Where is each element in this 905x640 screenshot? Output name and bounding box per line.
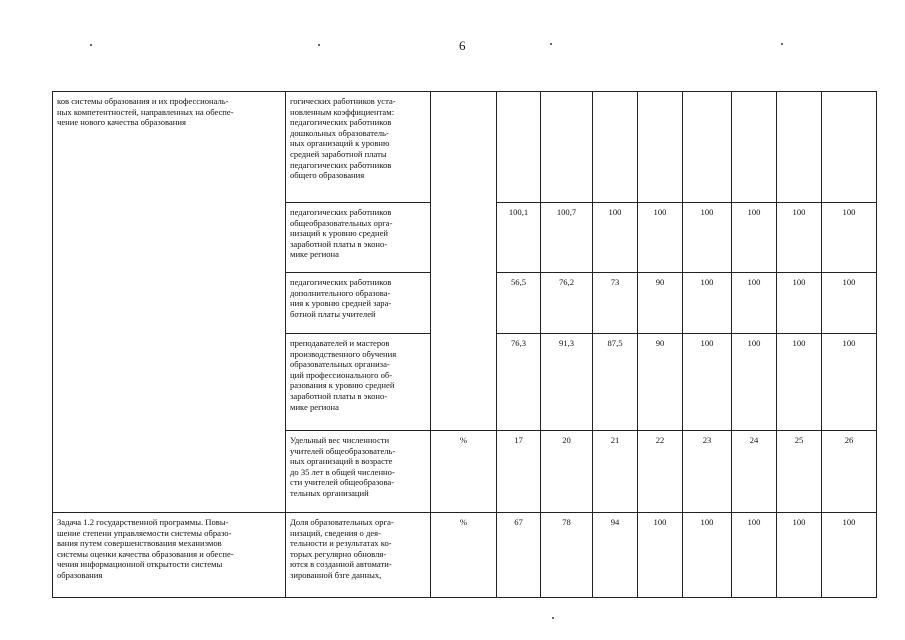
value-cell: 56,5 (497, 273, 541, 334)
indicator-cell: гогических работников уста- новленным коэффициентам: педагогических работников дошкольных образователь- ных организаций к уровню средней заработной платы педагогических работников общего образования (286, 92, 431, 203)
value-cell: 100 (777, 334, 822, 431)
value-cell: 94 (593, 513, 638, 598)
indicator-table (52, 91, 877, 598)
value-cell (777, 92, 822, 203)
value-cell: 100 (683, 334, 732, 431)
value-cell (593, 92, 638, 203)
indicator-cell: Удельный вес численности учителей общеобразователь- ных организаций в возрасте до 35 лет в общей численно- сти учителей общеобразова- тельных организаций (286, 431, 431, 513)
unit-cell: % (431, 513, 497, 598)
task-cell: Задача 1.2 государственной программы. Повы- шение степени управляемости системы образо- вания путем совершенствования механизмов системы оценки качества образования и обеспе- чения информационной открытости системы образования (53, 513, 286, 598)
value-cell: 73 (593, 273, 638, 334)
value-cell: 100 (593, 203, 638, 273)
value-cell: 91,3 (541, 334, 593, 431)
value-cell: 20 (541, 431, 593, 513)
value-cell: 90 (638, 334, 683, 431)
scan-speck (550, 43, 552, 45)
value-cell: 90 (638, 273, 683, 334)
value-cell: 100,7 (541, 203, 593, 273)
value-cell: 22 (638, 431, 683, 513)
value-cell: 23 (683, 431, 732, 513)
value-cell: 78 (541, 513, 593, 598)
value-cell: 87,5 (593, 334, 638, 431)
value-cell: 100 (822, 273, 877, 334)
value-cell (683, 92, 732, 203)
value-cell: 24 (732, 431, 777, 513)
indicator-cell: педагогических работников общеобразовательных орга- низаций к уровню средней заработной платы в эконо- мике региона (286, 203, 431, 273)
value-cell: 76,2 (541, 273, 593, 334)
value-cell: 17 (497, 431, 541, 513)
table-row (53, 513, 877, 598)
value-cell: 100 (732, 513, 777, 598)
indicator-cell: педагогических работников дополнительного образова- ния к уровню средней зара- ботной платы учителей (286, 273, 431, 334)
page-number: 6 (459, 38, 466, 53)
value-cell: 100 (777, 203, 822, 273)
value-cell: 100 (683, 203, 732, 273)
value-cell: 100 (683, 273, 732, 334)
scan-speck (90, 44, 92, 46)
value-cell: 100 (638, 513, 683, 598)
indicator-cell: Доля образовательных орга- низаций, сведения о дея- тельности и результатах ко- торых регулярно обновля- ются в созданной автомати- зированной бзге данных, (286, 513, 431, 598)
value-cell: 100 (777, 513, 822, 598)
value-cell (497, 92, 541, 203)
value-cell: 100 (732, 203, 777, 273)
scan-speck (781, 43, 783, 45)
value-cell: 100 (822, 203, 877, 273)
unit-cell (431, 92, 497, 431)
table-row (53, 92, 877, 203)
value-cell (638, 92, 683, 203)
value-cell: 21 (593, 431, 638, 513)
value-cell (541, 92, 593, 203)
value-cell: 100 (777, 273, 822, 334)
value-cell (822, 92, 877, 203)
value-cell: 26 (822, 431, 877, 513)
value-cell: 100 (683, 513, 732, 598)
value-cell: 100 (638, 203, 683, 273)
indicator-cell: преподавателей и мастеров производственного обучения образовательных организа- ций профессионального об- разования к уровню средней заработной платы в эконо- мике региона (286, 334, 431, 431)
value-cell: 100 (822, 334, 877, 431)
value-cell: 100,1 (497, 203, 541, 273)
value-cell: 100 (732, 334, 777, 431)
value-cell: 67 (497, 513, 541, 598)
scan-speck (552, 617, 554, 619)
value-cell: 25 (777, 431, 822, 513)
value-cell: 100 (732, 273, 777, 334)
task-cell: ков системы образования и их профессиональ- ных компетентностей, направленных на обеспе- чение нового качества образования (53, 92, 286, 513)
value-cell (732, 92, 777, 203)
value-cell: 100 (822, 513, 877, 598)
value-cell: 76,3 (497, 334, 541, 431)
unit-cell: % (431, 431, 497, 513)
scan-speck (318, 44, 320, 46)
